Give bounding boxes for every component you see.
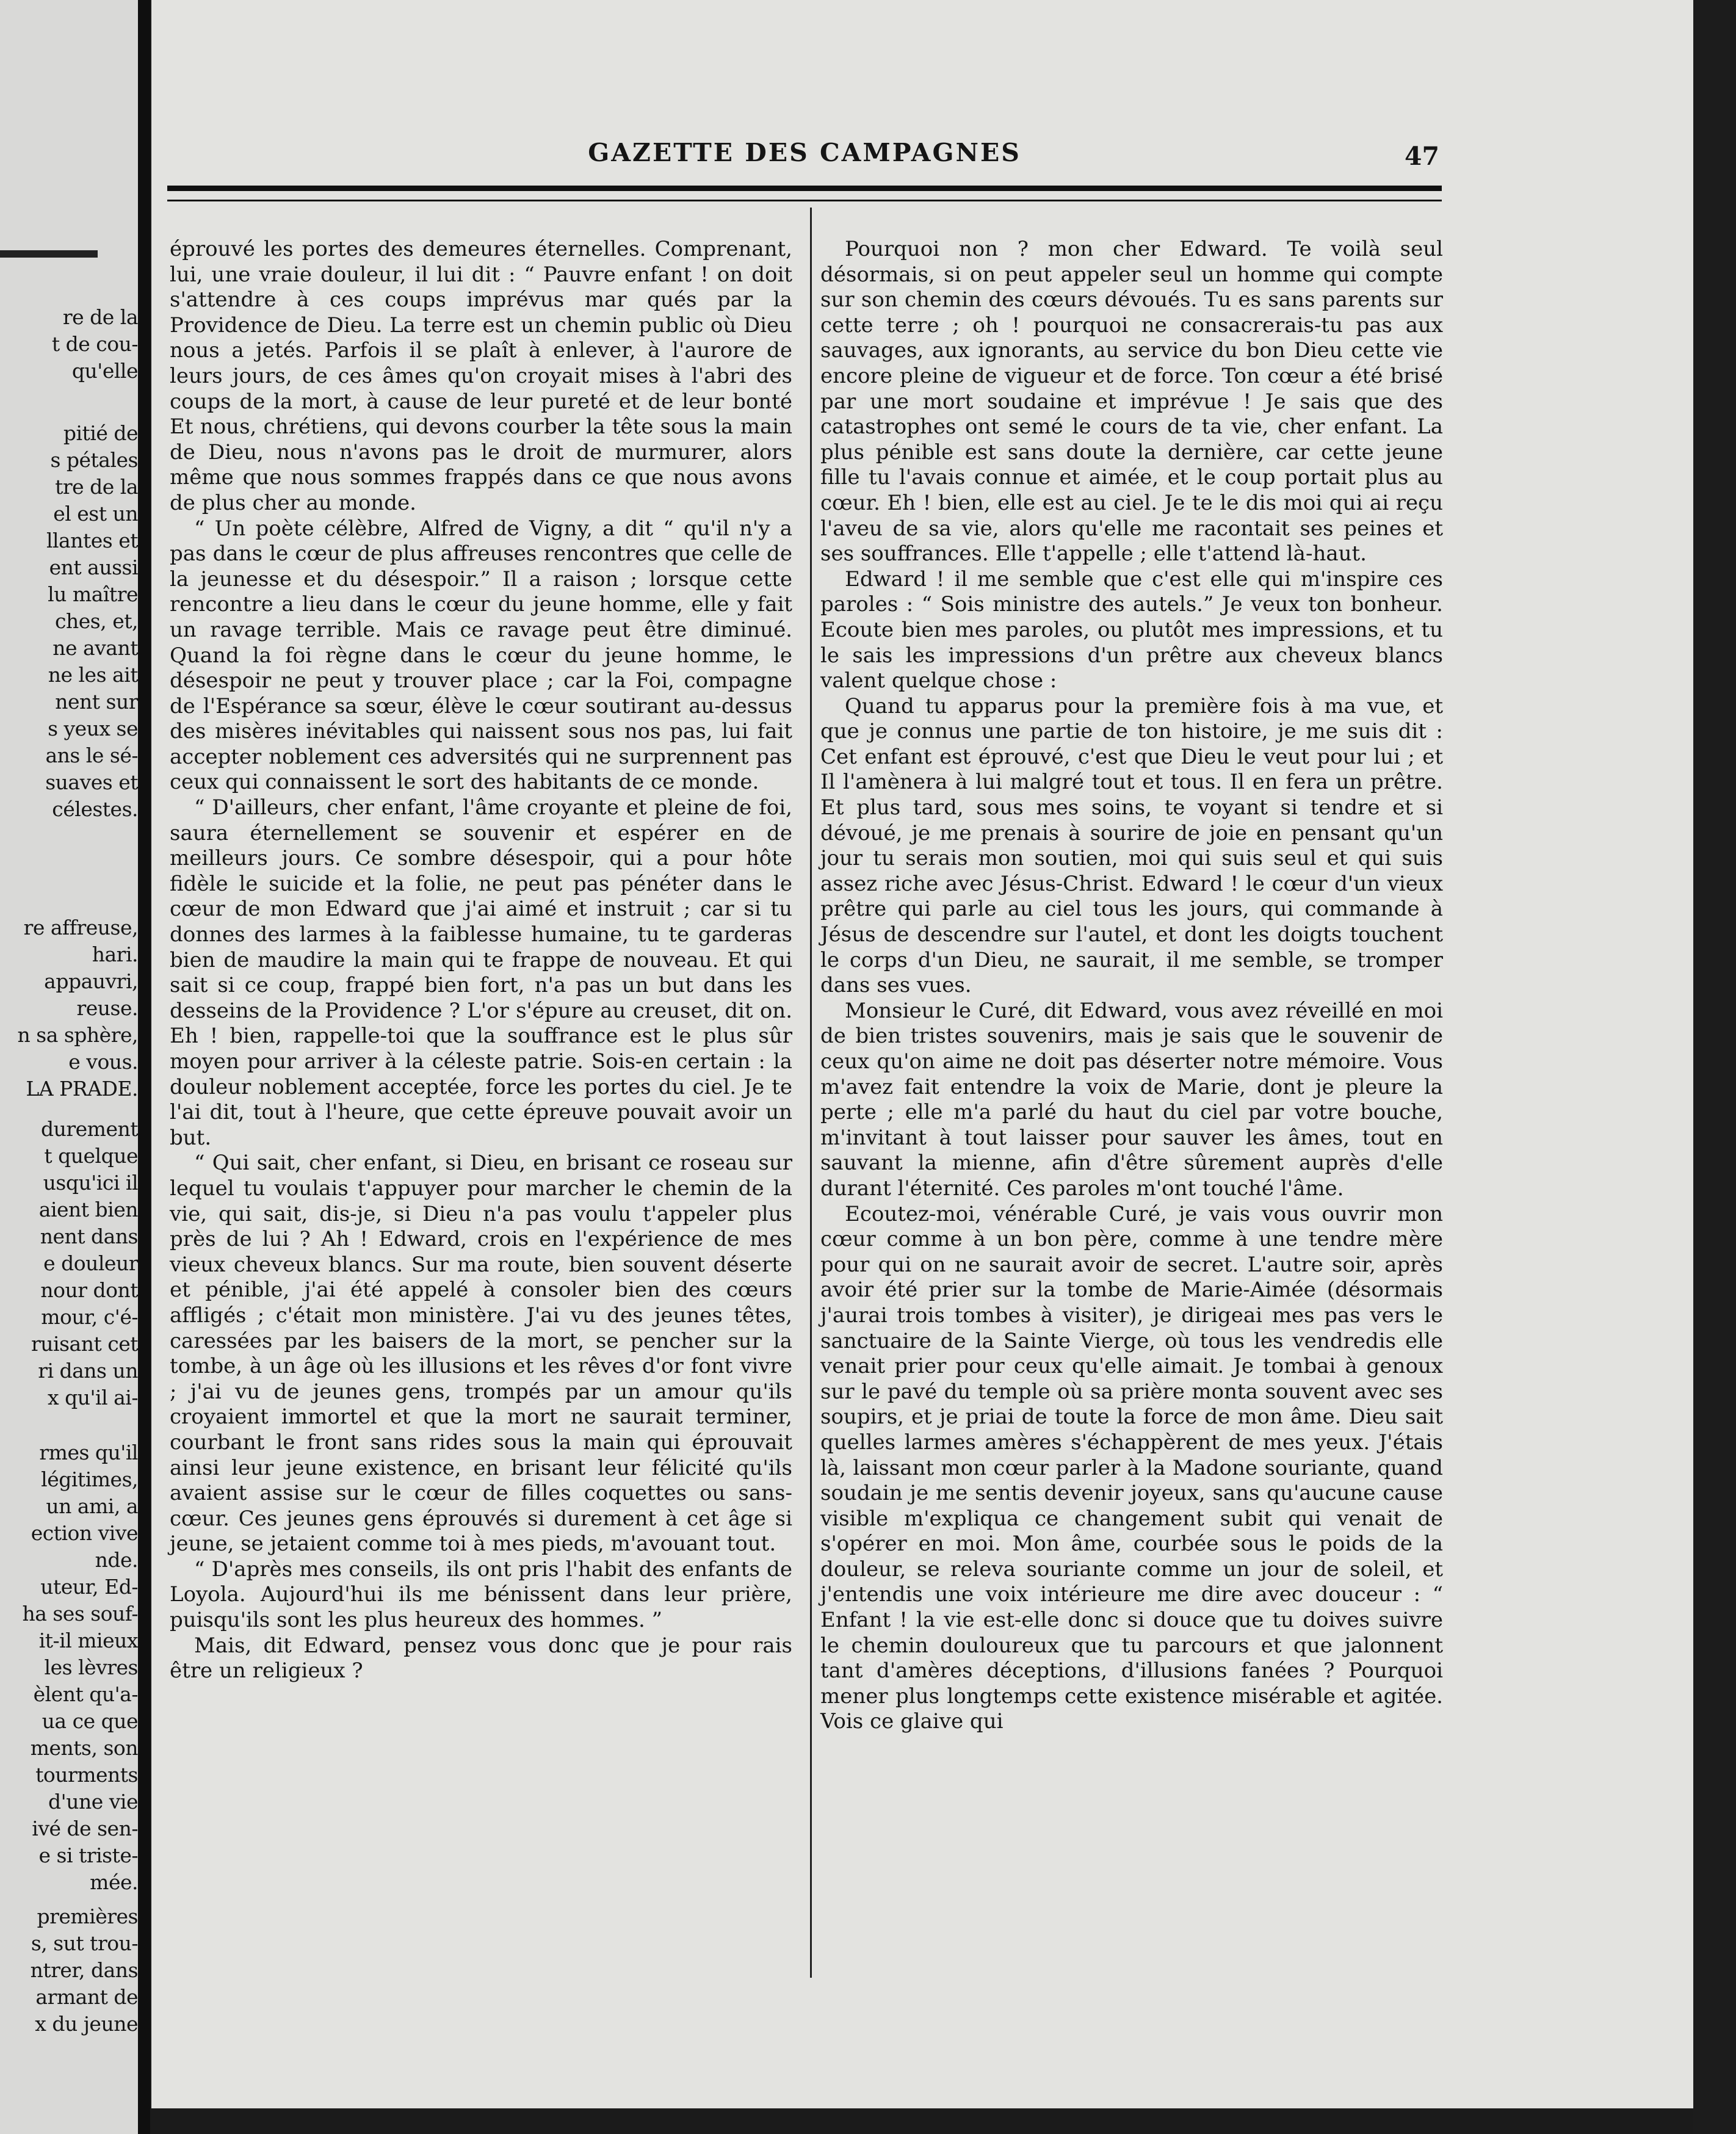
page-number: 47: [1404, 142, 1439, 171]
previous-page-line: durement: [40, 1117, 138, 1141]
previous-page-line: re de la: [62, 305, 138, 329]
previous-page-line: qu'elle: [71, 359, 138, 383]
previous-page-line: hari.: [92, 942, 138, 966]
publication-title: GAZETTE DES CAMPAGNES: [588, 138, 1021, 167]
previous-page-line: pitié de: [63, 421, 138, 445]
previous-page-line: s pétales: [50, 448, 138, 472]
previous-page-line: t quelque: [44, 1144, 138, 1168]
previous-page-line: les lèvres: [44, 1655, 138, 1679]
previous-page-line: ha ses souf-: [22, 1602, 138, 1626]
previous-page-line: x qu'il ai-: [47, 1386, 138, 1409]
previous-page-line: tre de la: [55, 475, 138, 499]
previous-page-line: s yeux se: [48, 717, 138, 740]
newspaper-page: [151, 0, 1694, 2108]
right-paragraph: Pourquoi non ? mon cher Edward. Te voilà seul désormais, si on peut appeler seul un homme qui compte sur son chemin des cœurs dévoués. Tu es sans parents sur cette terre ; oh ! pourquoi ne consacrerais-tu pas aux sauvages, aux ignorants, au service du bon Dieu cette vie encore pleine de vigueur et de force. Ton cœur a été brisé par une mort soudaine et imprévue ! Je sais que des catastrophes ont semé le cours de ta vie, cher enfant. La plus pénible est sans doute la dernière, car cette jeune fille tu l'avais connue et aimée, et le coup portait plus au cœur. Eh ! bien, elle est au ciel. Je te le dis moi qui ai reçu l'aveu de sa vie, alors qu'elle me racontait ses peines et ses souffrances. Elle t'appelle ; elle t'attend là-haut.: [820, 237, 1443, 566]
previous-page-line: rmes qu'il: [39, 1441, 138, 1464]
previous-page-line: ent aussi: [49, 555, 138, 579]
previous-page-line: ne avant: [52, 636, 138, 660]
previous-page-line: reuse.: [76, 996, 138, 1020]
previous-page-line: tourments: [35, 1763, 138, 1787]
right-paragraph: Monsieur le Curé, dit Edward, vous avez réveillé en moi de bien tristes souvenirs, mais je sais que le souvenir de ceux qu'on aime ne doit pas déserter notre mémoire. Vous m'avez fait entendre la voix de Marie, dont je pleure la perte ; elle m'a parlé du haut du ciel par votre bouche, m'invitant à tout laisser pour sauver les âmes, tout en sauvant la mienne, afin d'être sûrement auprès d'elle durant l'éternité. Ces paroles m'ont touché l'âme.: [820, 998, 1443, 1201]
previous-page-line: légitimes,: [41, 1467, 138, 1491]
previous-page-line: premières: [37, 1904, 138, 1928]
previous-page-line: n sa sphère,: [17, 1023, 138, 1047]
previous-page-line: lu maître: [48, 582, 138, 606]
left-paragraph: “ D'après mes conseils, ils ont pris l'habit des enfants de Loyola. Aujourd'hui ils me bénissent dans leur prière, puisqu'ils sont les plus heureux des hommes. ”: [170, 1557, 792, 1633]
previous-page-line: ne les ait: [48, 663, 138, 687]
previous-page-line: mée.: [90, 1870, 138, 1894]
right-paragraph: Ecoutez-moi, vénérable Curé, je vais vous ouvrir mon cœur comme à un bon père, comme à une tendre mère pour qui on ne saurait avoir de secret. L'autre soir, après avoir été prier sur la tombe de Marie-Aimée (désormais j'aurai trois tombes à visiter), je dirigeai mes pas vers le sanctuaire de la Sainte Vierge, où tous les vendredis elle venait prier pour ceux qu'elle aimait. Je tombai à genoux sur le pavé du temple où sa prière monta souvent avec ses soupirs, et je priai de toute la force de mon âme. Dieu sait quelles larmes amères s'échappèrent de mes yeux. J'étais là, laissant mon cœur parler à la Madone souriante, quand soudain je me sentis devenir joyeux, sans qu'aucune cause visible m'expliqua ce changement subit qui venait de s'opérer en moi. Mon âme, courbée sous le poids de la douleur, se releva souriante comme un jour de soleil, et j'entendis une voix intérieure me dire avec douceur : “ Enfant ! la vie est-elle donc si douce que tu doives suivre le chemin douloureux que tu parcours et que jalonnent tant d'amères déceptions, d'illusions fanées ? Pourquoi mener plus longtemps cette existence misérable et agitée. Vois ce glaive qui: [820, 1201, 1443, 1734]
previous-page-line: ches, et,: [55, 609, 138, 633]
previous-page-line: LA PRADE.: [26, 1077, 138, 1101]
previous-page-line: uteur, Ed-: [40, 1575, 138, 1599]
previous-page-line: usqu'ici il: [43, 1171, 138, 1195]
previous-page-line: suaves et: [45, 770, 138, 794]
column-divider: [810, 208, 812, 1978]
left-paragraph: “ Qui sait, cher enfant, si Dieu, en brisant ce roseau sur lequel tu voulais t'appuyer pour marcher le chemin de la vie, qui sait, dis-je, si Dieu n'a pas voulu t'appeler plus près de lui ? Ah ! Edward, crois en l'expérience de mes vieux cheveux blancs. Sur ma route, bien souvent déserte et pénible, j'ai été appelé à consoler bien des cœurs affligés ; c'était mon ministère. J'ai vu des jeunes têtes, caressées par les baisers de la mort, se pencher sur la tombe, à un âge où les illusions et les rêves d'or font vivre ; j'ai vu de jeunes gens, trompés par un amour qu'ils croyaient immortel et que la mort ne saurait terminer, courbant le front sans rides sous la main qui éprouvait ainsi leur jeune existence, en brisant leur félicité qu'ils avaient assise sur le cœur de filles coquettes ou sans-cœur. Ces jeunes gens éprouvés si durement à cet âge si jeune, se jetaient comme toi à mes pieds, m'avouant tout.: [170, 1151, 792, 1557]
right-column: [820, 237, 1443, 2007]
previous-page-line: un ami, a: [46, 1494, 138, 1518]
previous-page-line: ua ce que: [42, 1709, 138, 1733]
previous-page-line: d'une vie: [48, 1790, 138, 1814]
previous-page-line: ection vive: [31, 1521, 138, 1545]
previous-page-line: e douleur: [43, 1251, 138, 1275]
previous-page-line: célestes.: [52, 797, 138, 821]
previous-page-line: mour, c'é-: [41, 1305, 138, 1329]
previous-page-line: llantes et: [46, 529, 138, 552]
left-paragraph: “ D'ailleurs, cher enfant, l'âme croyante et pleine de foi, saura éternellement se souvenir et espérer en de meilleurs jours. Ce sombre désespoir, qui a pour hôte fidèle le suicide et la folie, ne peut pas pénéter dans le cœur de mon Edward que j'ai aimé et instruit ; car si tu donnes des larmes à la faiblesse humaine, tu te garderas bien de maudire la main qui te frappe de nouveau. Et qui sait si ce coup, frappé bien fort, n'a pas un but dans les desseins de la Providence ? L'or s'épure au creuset, dit on. Eh ! bien, rappelle-toi que la souffrance est le plus sûr moyen pour arriver à la céleste patrie. Sois-en certain : la douleur noblement acceptée, force les portes du ciel. Je te l'ai dit, tout à l'heure, que cette épreuve pouvait avoir un but.: [170, 795, 792, 1150]
previous-page-line: appauvri,: [44, 969, 138, 993]
previous-page-line: it-il mieux: [38, 1629, 138, 1652]
previous-page-line: ivé de sen-: [32, 1817, 138, 1840]
previous-page-line: nent dans: [40, 1224, 138, 1248]
previous-page-line: aient bien: [38, 1198, 138, 1221]
previous-page-rule: [0, 250, 98, 258]
page-edge: [1693, 0, 1736, 2134]
page-header: [170, 138, 1439, 181]
previous-page-line: t de cou-: [51, 332, 138, 356]
right-paragraph: Quand tu apparus pour la première fois à ma vue, et que je connus une partie de ton histoire, je me suis dit : Cet enfant est éprouvé, c'est que Dieu le veut pour lui ; et Il l'amènera à lui malgré tout et tous. Il en fera un prêtre. Et plus tard, sous mes soins, te voyant si tendre et si dévoué, je me prenais à sourire de joie en pensant qu'un jour tu serais mon soutien, moi qui suis seul et qui suis assez riche avec Jésus-Christ. Edward ! le cœur d'un vieux prêtre qui parle au ciel tous les jours, qui commande à Jésus de descendre sur l'autel, et dont les doigts touchent le corps d'un Dieu, ne saurait, il me semble, se tromper dans ses vues.: [820, 693, 1443, 998]
previous-page-line: x du jeune: [35, 2012, 138, 2036]
previous-page-line: s, sut trou-: [31, 1931, 138, 1955]
previous-page-fragment: [0, 0, 148, 2134]
previous-page-line: èlent qu'a-: [33, 1682, 138, 1706]
previous-page-line: nde.: [95, 1548, 138, 1572]
left-paragraph: éprouvé les portes des demeures éternelles. Comprenant, lui, une vraie douleur, il lui dit : “ Pauvre enfant ! on doit s'attendre à ces coups imprévus mar qués par la Providence de Dieu. La terre est un chemin public où Dieu nous a jetés. Parfois il se plaît à enlever, à l'aurore de leurs jours, de ces âmes qu'on croyait mises à l'abri des coups de la mort, à cause de leur pureté et de leur bonté Et nous, chrétiens, qui devons courber la tête sous la main de Dieu, nous n'avons pas le droit de murmurer, alors même que nous sommes frappés dans ce que nous avons de plus cher au monde.: [170, 237, 792, 515]
previous-page-line: e vous.: [68, 1050, 138, 1074]
right-paragraph: Edward ! il me semble que c'est elle qui m'inspire ces paroles : “ Sois ministre des autels.” Je veux ton bonheur. Ecoute bien mes paroles, ou plutôt mes impressions, et tu le sais les impressions d'un prêtre aux cheveux blancs valent quelque chose :: [820, 566, 1443, 693]
previous-page-line: e si triste-: [38, 1843, 138, 1867]
previous-page-line: nour dont: [40, 1278, 138, 1302]
header-rule-thick: [167, 186, 1442, 191]
left-column: [170, 237, 792, 2007]
previous-page-line: nent sur: [55, 690, 138, 714]
previous-page-line: ans le sé-: [45, 743, 138, 767]
previous-page-line: ments, son: [30, 1736, 138, 1760]
previous-page-line: el est un: [53, 502, 138, 526]
previous-page-line: ntrer, dans: [30, 1958, 138, 1982]
previous-page-line: ruisant cet: [31, 1332, 138, 1356]
left-paragraph: Mais, dit Edward, pensez vous donc que je pour rais être un religieux ?: [170, 1633, 792, 1684]
previous-page-line: re affreuse,: [23, 916, 138, 939]
previous-page-line: ri dans un: [38, 1359, 138, 1383]
page-gutter: [138, 0, 150, 2134]
header-rule-thin: [167, 200, 1442, 201]
previous-page-line: armant de: [35, 1985, 138, 2009]
left-paragraph: “ Un poète célèbre, Alfred de Vigny, a dit “ qu'il n'y a pas dans le cœur de plus affreuses rencontres que celle de la jeunesse et du désespoir.” Il a raison ; lorsque cette rencontre a lieu dans le cœur du jeune homme, elle y fait un ravage terrible. Mais ce ravage peut être diminué. Quand la foi règne dans le cœur du jeune homme, le désespoir ne peut y trouver place ; car la Foi, compagne de l'Espérance sa sœur, élève le cœur soutirant au-dessus des misères inévitables qui naissent sous nos pas, lui fait accepter noblement ces adversités qui ne surprennent pas ceux qui connaissent le sort des habitants de ce monde.: [170, 516, 792, 795]
